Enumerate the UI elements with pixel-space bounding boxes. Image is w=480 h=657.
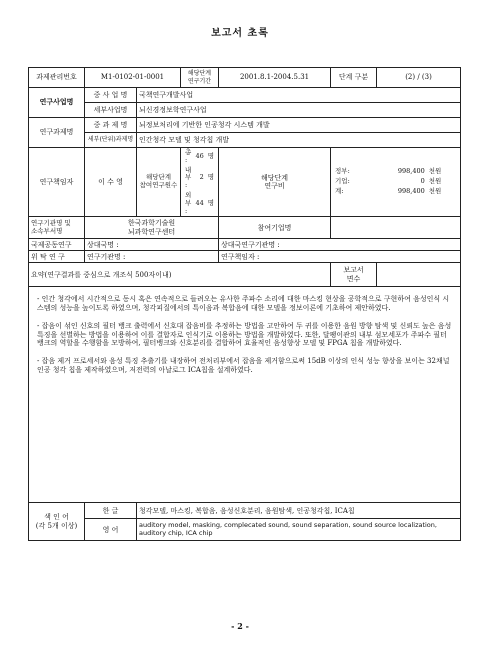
main-project-value: 국책연구개발사업	[137, 88, 461, 103]
total-label: 총 :	[185, 148, 192, 164]
task-no-label: 과제관리번호	[29, 68, 85, 88]
currency: 천원	[428, 177, 442, 186]
currency: 천원	[428, 167, 442, 176]
unit: 명	[207, 173, 215, 182]
keywords-label: 색 인 어 (각 5개 이상)	[29, 503, 85, 541]
sub-project-label: 세부사업명	[85, 103, 137, 118]
gov-value: 998,400	[397, 167, 425, 176]
summary-paragraph: - 잡음 제거 프로세서와 음성 특징 추출기를 내장하여 전처리부에서 잡음을 제거함으로써 15dB 이상의 인식 성능 향상을 보이는 32채널 인공 청각 칩을 제작하였으며, 저전력의 아날로그 ICA칩을 설계하였다.	[37, 357, 450, 374]
page-number: - 2 -	[231, 621, 249, 631]
keywords-ko: 청각모델, 마스킹, 복합음, 음성신호분리, 음원탐색, 인공청각칩, ICA칩	[137, 503, 461, 519]
main-task-label: 중 과 제 명	[85, 118, 137, 133]
sub-project-value: 뇌신경정보학연구사업	[137, 103, 461, 118]
period-value: 2001.8.1-2004.5.31	[219, 68, 331, 88]
intl-inst-label: 상대국연구기관명 :	[219, 239, 461, 251]
external-value: 44	[195, 198, 204, 207]
consign-leader-label: 연구책임자 :	[219, 251, 461, 263]
unit: 명	[207, 198, 215, 207]
unit: 명	[207, 151, 215, 160]
total-value: 46	[195, 151, 204, 160]
sub-task-value: 인간청각 모델 및 청각칩 개발	[137, 133, 461, 148]
internal-value: 2	[199, 173, 204, 182]
currency: 천원	[428, 187, 442, 196]
page-title: 보고서 초록	[211, 28, 269, 39]
sum-label: 계:	[335, 187, 344, 196]
leader-value: 이 수 영	[85, 148, 137, 217]
consign-label: 위 탁 연 구	[29, 251, 85, 263]
internal-label: 내부 :	[185, 165, 192, 190]
summary-label: 요약(연구결과를 중심으로 개조식 500자이내)	[29, 263, 331, 287]
keywords-en: auditory model, masking, complecated sound, sound separation, sound source localization, auditory chip, ICA chip	[137, 519, 461, 541]
corp-label: 기업:	[335, 177, 350, 186]
main-project-label: 중 사 업 명	[85, 88, 137, 103]
keywords-ko-label: 한 글	[85, 503, 137, 519]
task-label: 연구과제명	[29, 118, 85, 148]
corp-value: 0	[420, 177, 425, 186]
main-task-value: 뇌정보처리에 기반한 인공청각 시스템 개발	[137, 118, 461, 133]
pages-value	[377, 263, 461, 287]
intl-label: 국제공동연구	[29, 239, 85, 251]
stage-label: 단계 구분	[331, 68, 377, 88]
budget-label: 해당단계 연구비	[219, 148, 331, 217]
budget-table	[333, 167, 458, 196]
researcher-count-label: 해당단계 참여연구원수	[137, 148, 181, 217]
period-label: 해당단계 연구기간	[181, 68, 219, 88]
summary-body	[29, 287, 461, 503]
intl-country-label: 상대국명 :	[85, 239, 219, 251]
external-label: 외부 :	[185, 190, 192, 215]
org-label: 연구기관명 및 소속부서명	[29, 217, 85, 239]
leader-label: 연구책임자	[29, 148, 85, 217]
gov-label: 정부:	[335, 167, 350, 176]
org-value: 한국과학기술원 뇌과학연구센터	[85, 217, 219, 239]
sub-task-label: 세부(단위)과제명	[85, 133, 137, 148]
keywords-en-label: 영 어	[85, 519, 137, 541]
sum-value: 998,400	[397, 187, 425, 196]
researcher-row	[29, 148, 461, 217]
partner-value	[331, 217, 461, 239]
researcher-count-table	[183, 148, 216, 216]
consign-inst-label: 연구기관명 :	[85, 251, 219, 263]
report-abstract-form	[28, 67, 461, 541]
pages-label: 보고서 면수	[331, 263, 377, 287]
summary-paragraph: - 인간 청각에서 시간적으로 동시 혹은 연속적으로 들려오는 유사한 주파수 소리에 대한 마스킹 현상을 공학적으로 구현하여 음성인식 시스템의 성능을 높이도록 하였으며, 청각피질에서의 특이음과 복합음에 대한 모델을 정보이론에 기초하여 제안하였다.	[37, 295, 450, 312]
partner-label: 참여기업명	[219, 217, 331, 239]
summary-paragraph: - 잡음이 섞인 신호의 필터 뱅크 출력에서 신호대 잡음비를 추정하는 방법을 고안하여 두 귀를 이용한 음원 방향 탐색 및 신뢰도 높은 음성 특징을 선별하는 방법을 이용하여 이를 결합자로 인식기로 이용하는 방법을 개발하였다. 또한, 달팽이관의 내부 섬모세포가 주파수 필터뱅크의 역할을 수행함을 모방하여, 필터뱅크와 신호분리를 결합하여 효율적인 음성향상 모델 및 FPGA 칩을 개발하였다.	[37, 322, 452, 347]
task-info-row	[29, 68, 461, 88]
task-no-value: M1-0102-01-0001	[85, 68, 181, 88]
stage-value: (2) / (3)	[377, 68, 461, 88]
project-label: 연구사업명	[29, 88, 85, 118]
